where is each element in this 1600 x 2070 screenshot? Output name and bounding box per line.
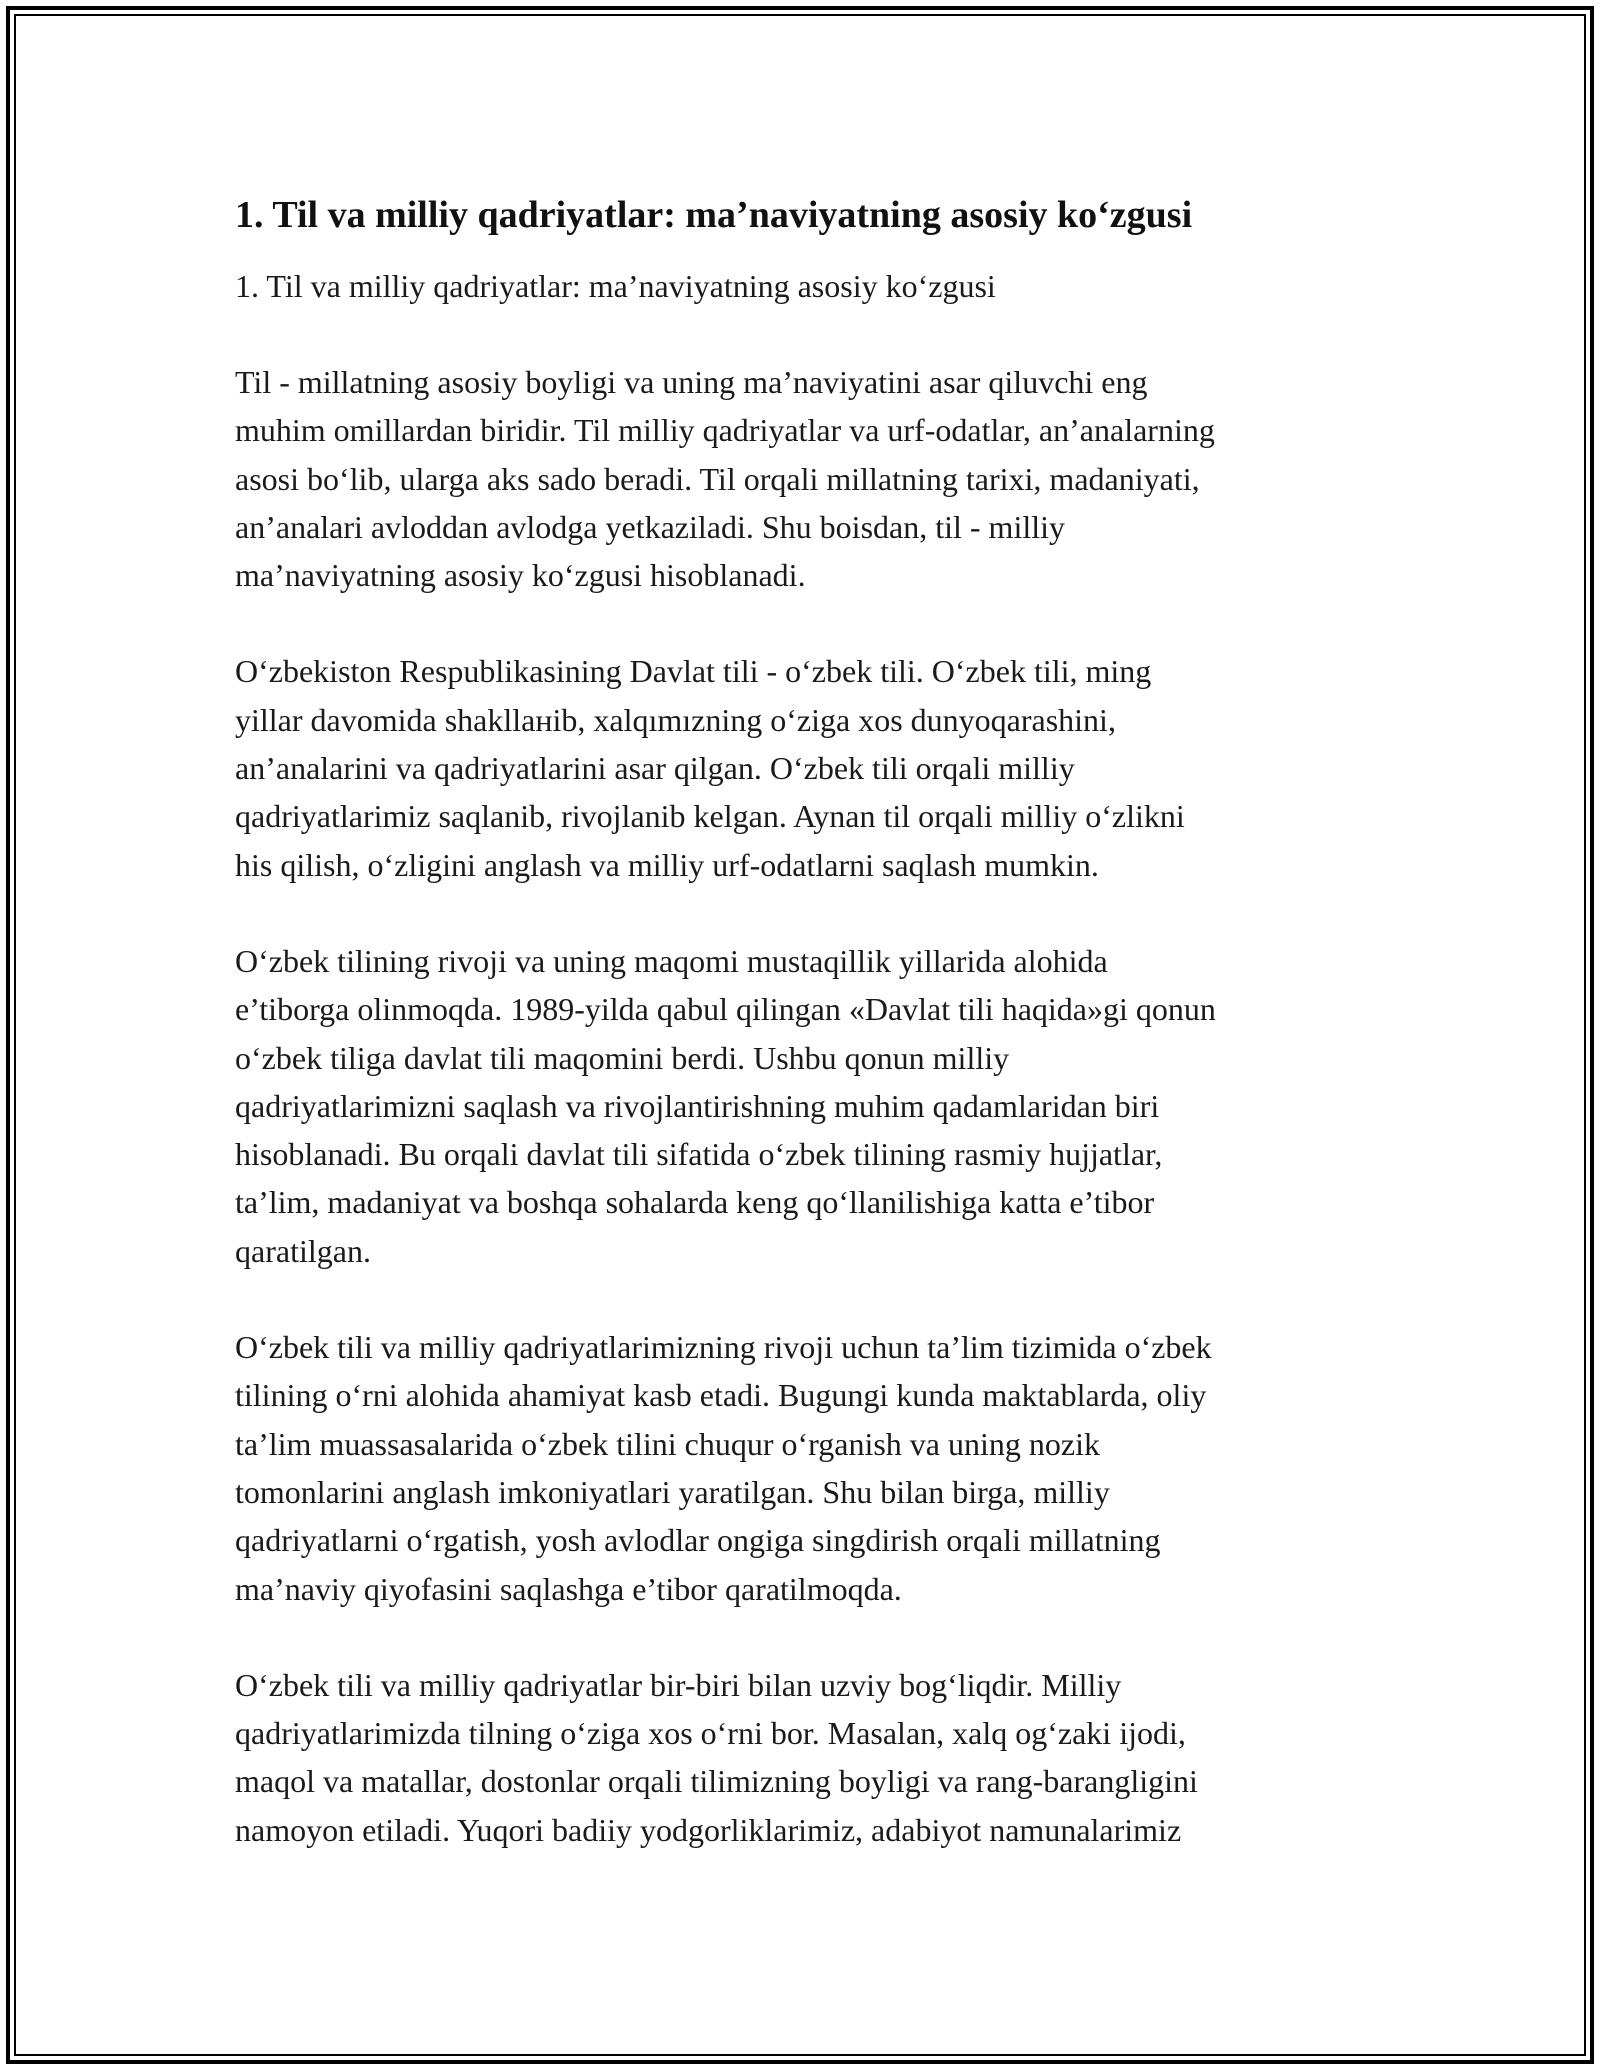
paragraph-line: his qilish, o‘zligini anglash va milliy urf-odatlarni saqlash mumkin. [235, 846, 1099, 883]
paragraph-line: e’tiborga olinmoqda. 1989-yilda qabul qilingan «Davlat tili haqida»gi qonun [235, 991, 1216, 1028]
paragraph-line: tomonlarini anglash imkoniyatlari yaratilgan. Shu bilan birga, milliy [235, 1473, 1110, 1510]
document-title: 1. Til va milliy qadriyatlar: ma’naviyatning asosiy ko‘zgusi [235, 194, 1193, 236]
paragraph-line: Til - millatning asosiy boyligi va uning ma’naviyatini asar qiluvchi eng [235, 364, 1148, 400]
paragraph-line: asosi bo‘lib, ularga aks sado beradi. Til orqali millatning tarixi, madaniyati, [235, 460, 1200, 497]
paragraph-line: muhim omillardan biridir. Til milliy qadriyatlar va urf-odatlar, an’analarning [235, 412, 1215, 449]
paragraph-line: ta’lim muassasalarida o‘zbek tilini chuqur o‘rganish va uning nozik [235, 1425, 1100, 1462]
paragraph-line: qadriyatlarimiz saqlanib, rivojlanib kelgan. Aynan til orqali milliy o‘zlikni [235, 798, 1185, 835]
paragraph-line: O‘zbekiston Respublikasining Davlat tili - o‘zbek tili. O‘zbek tili, ming [235, 653, 1152, 690]
paragraph-3 [235, 937, 1375, 1275]
paragraph-line: ma’naviy qiyofasini saqlashga e’tibor qaratilmoqda. [235, 1570, 902, 1607]
paragraph-line: O‘zbek tili va milliy qadriyatlar bir-biri bilan uzviy bog‘liqdir. Milliy [235, 1666, 1122, 1703]
paragraph-line: O‘zbek tili va milliy qadriyatlarimizning rivoji uchun ta’lim tizimida o‘zbek [235, 1329, 1212, 1366]
paragraph-1 [235, 358, 1375, 599]
paragraph-line: ta’lim, madaniyat va boshqa sohalarda keng qo‘llanilishiga katta e’tibor [235, 1184, 1155, 1221]
paragraph-line: maqol va matallar, dostonlar orqali tilimizning boyligi va rang-barangligini [235, 1763, 1198, 1800]
paragraph-line: qadriyatlarimizni saqlash va rivojlantirishning muhim qadamlaridan biri [235, 1087, 1160, 1124]
paragraph-5 [235, 1661, 1375, 1854]
paragraph-line: ma’naviyatning asosiy ko‘zgusi hisoblanadi. [235, 557, 806, 594]
paragraph-line: hisoblanadi. Bu orqali davlat tili sifatida o‘zbek tilining rasmiy hujjatlar, [235, 1136, 1163, 1173]
paragraph-line: qaratilgan. [235, 1232, 371, 1269]
paragraph-line: O‘zbek tilining rivoji va uning maqomi mustaqillik yillarida alohida [235, 942, 1108, 979]
paragraph-line: yillar davomida shakllанib, xalqımızning o‘ziga xos dunyoqarashini, [235, 701, 1116, 738]
document-body [235, 182, 1375, 1854]
paragraph-line: o‘zbek tiliga davlat tili maqomini berdi. Ushbu qonun milliy [235, 1039, 1010, 1076]
paragraph-line: namoyon etiladi. Yuqori badiiy yodgorliklarimiz, adabiyot namunalarimiz [235, 1811, 1182, 1848]
section-subtitle: 1. Til va milliy qadriyatlar: ma’naviyatning asosiy ko‘zgusi [235, 268, 996, 304]
paragraph-line: an’analari avloddan avlodga yetkaziladi. Shu boisdan, til - milliy [235, 508, 1065, 545]
paragraph-4 [235, 1323, 1375, 1613]
paragraph-line: qadriyatlarimizda tilning o‘ziga xos o‘rni bor. Masalan, xalq og‘zaki ijodi, [235, 1715, 1186, 1752]
paragraph-2 [235, 647, 1375, 888]
paragraph-line: tilining o‘rni alohida ahamiyat kasb etadi. Bugungi kunda maktablarda, oliy [235, 1377, 1207, 1414]
paragraph-line: an’analarini va qadriyatlarini asar qilgan. O‘zbek tili orqali milliy [235, 750, 1075, 787]
paragraph-line: qadriyatlarni o‘rgatish, yosh avlodlar ongiga singdirish orqali millatning [235, 1522, 1161, 1559]
